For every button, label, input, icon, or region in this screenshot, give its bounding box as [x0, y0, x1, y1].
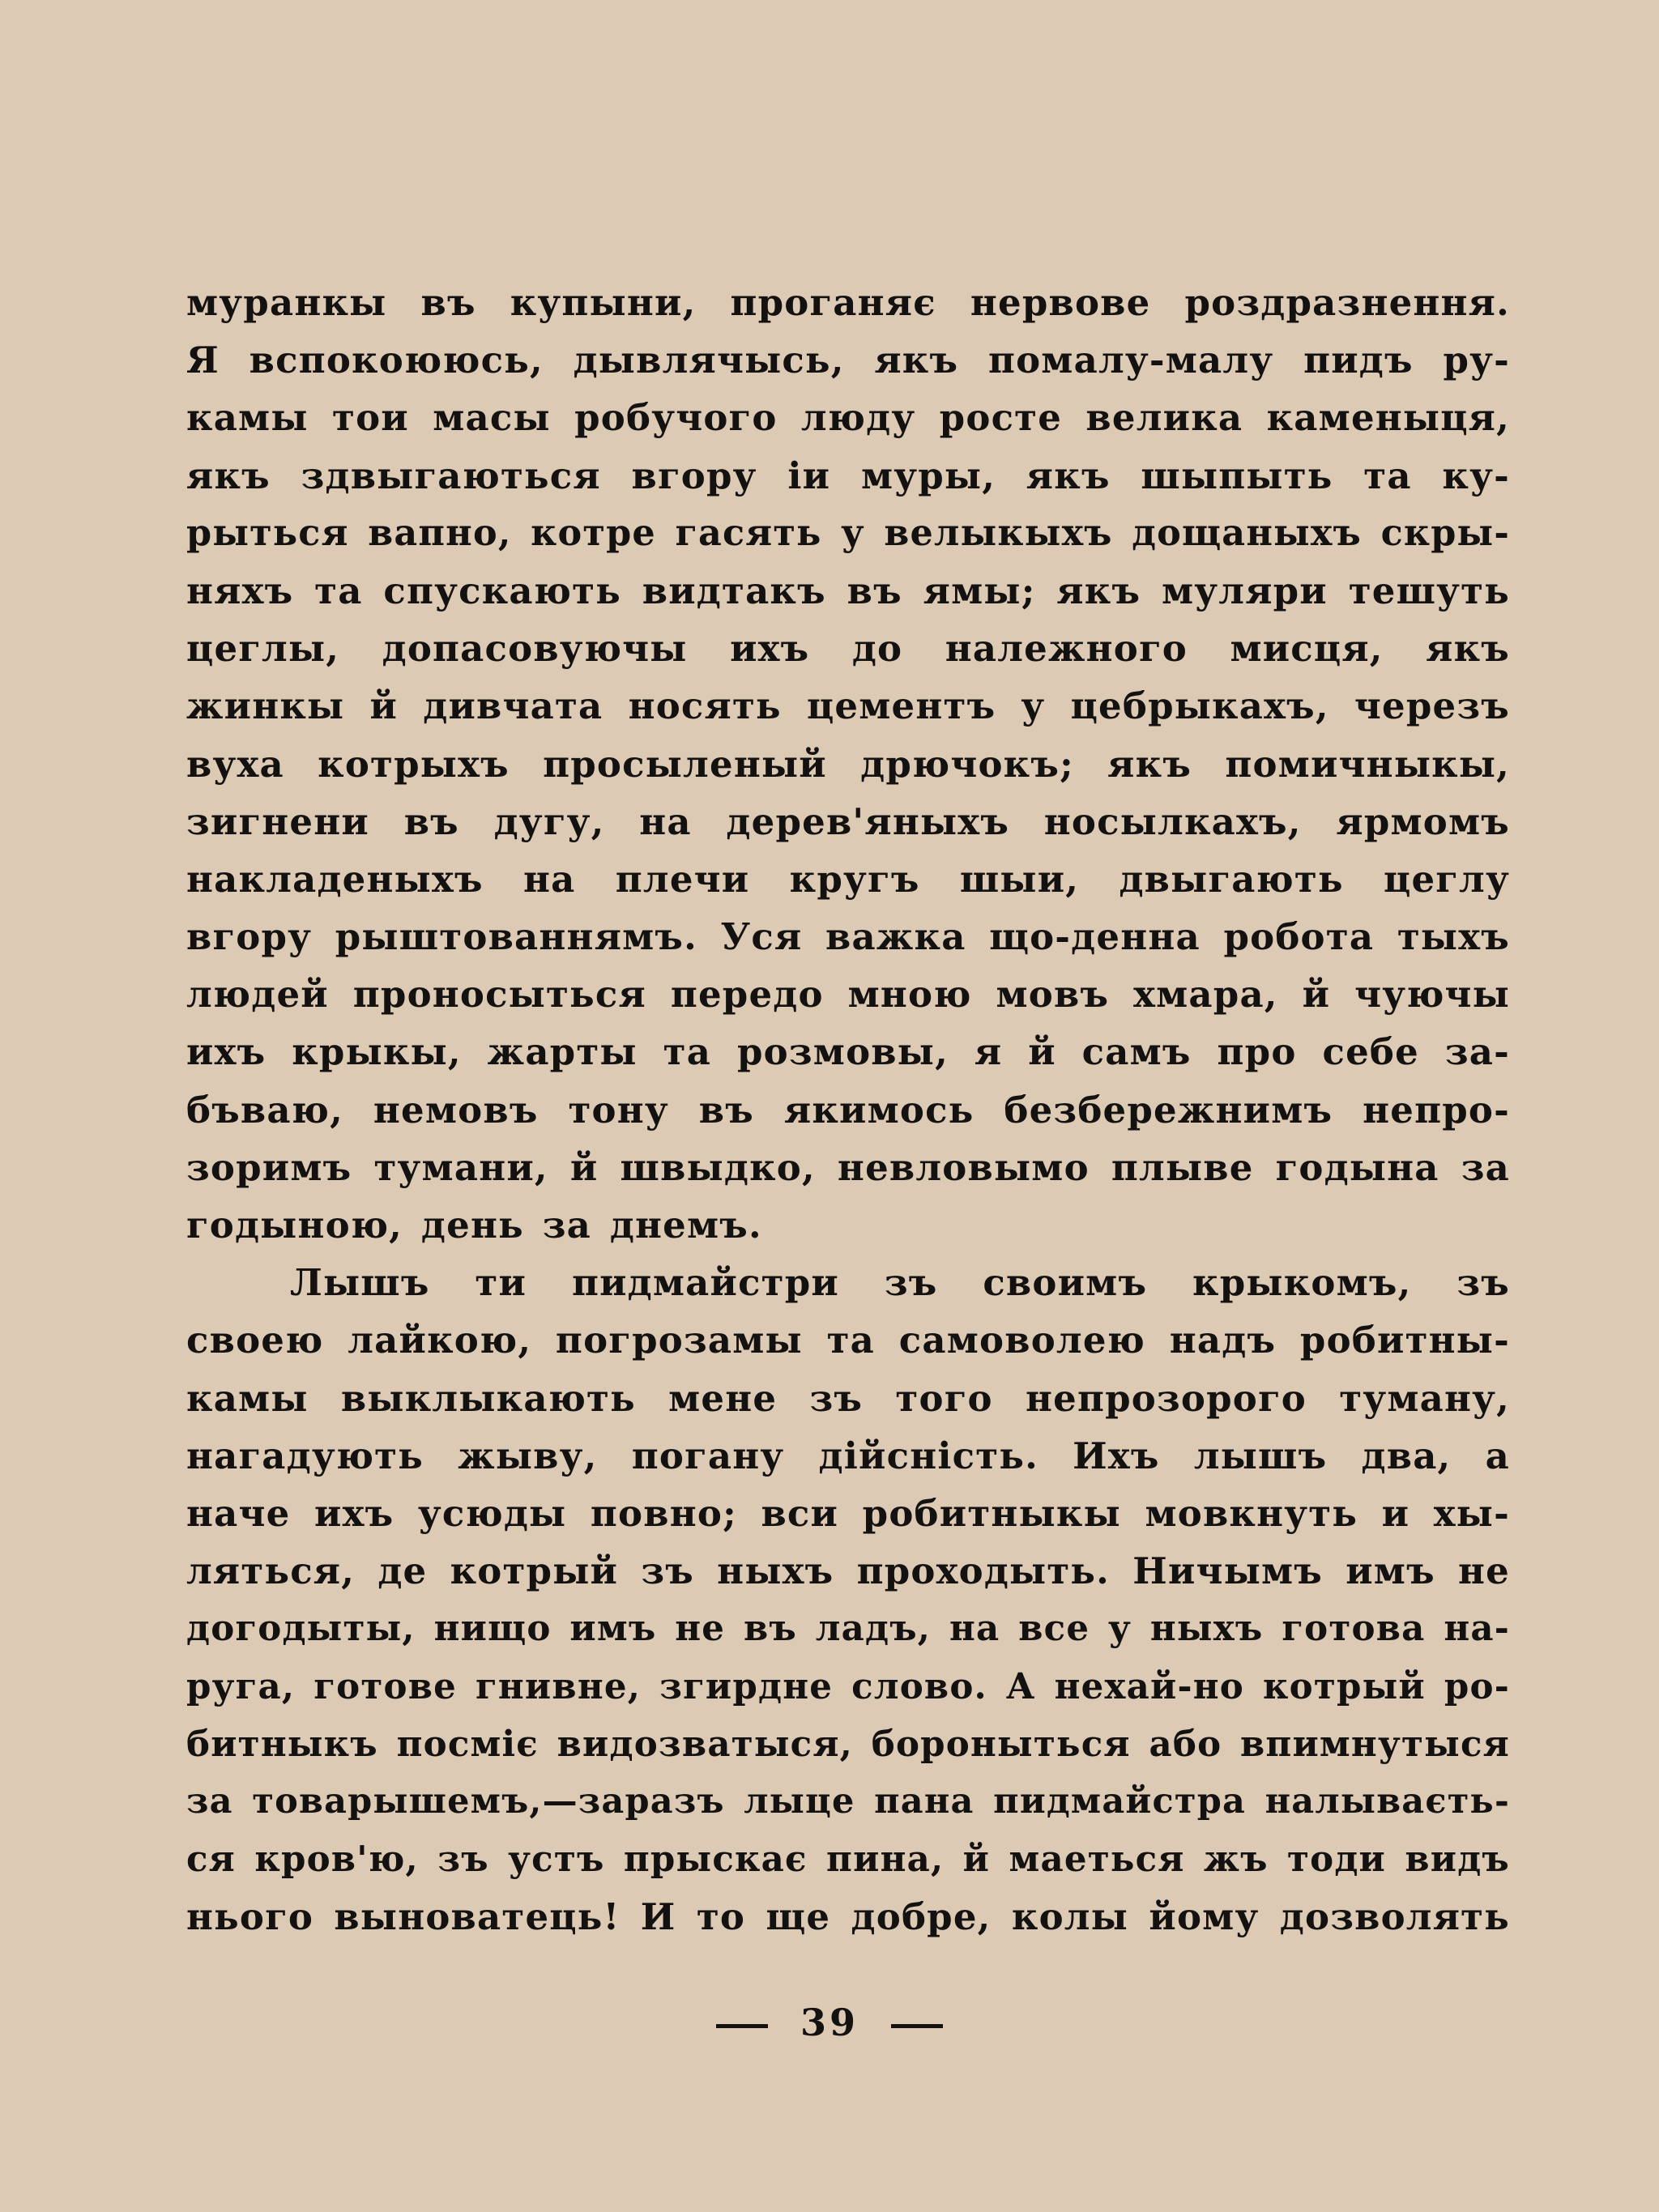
text-line: ляться, де котрый зъ ныхъ проходыть. Ничымъ имъ не — [186, 1549, 1510, 1593]
text-line: камы тои масы робучого люду росте велика каменыця, — [186, 396, 1510, 440]
text-line: камы выклыкають мене зъ того непрозорого туману, — [186, 1376, 1510, 1420]
text-line: вуха котрыхъ просыленый дрючокъ; якъ помичныкы, — [186, 742, 1510, 786]
text-line: нього выноватець! И то ще добре, колы йому дозволять — [186, 1895, 1510, 1939]
text-line: людей проносыться передо мною мовъ хмара, й чуючы — [186, 973, 1510, 1016]
text-line: годыною, день за днемъ. — [186, 1204, 762, 1247]
page-number-value: 39 — [800, 2001, 859, 2044]
text-line: битныкъ посміє видозватыся, бороныться або впимнутыся — [186, 1723, 1510, 1765]
text-line: наче ихъ усюды повно; вси робитныкы мовкнуть и хы- — [186, 1491, 1510, 1535]
text-line: вгору рыштованнямъ. Уся важка що-денна робота тыхъ — [186, 915, 1510, 959]
text-line: цеглы, допасовуючы ихъ до належного мисця, якъ — [186, 627, 1510, 671]
text-line: бъваю, немовъ тону въ якимось безбережнимъ непро- — [186, 1088, 1510, 1132]
page-text — [186, 274, 1510, 1946]
text-line: за товарышемъ,—заразъ лыце пана пидмайстра налываєть- — [186, 1780, 1510, 1822]
text-line: муранкы въ купыни, проганяє нервове роздразнення. — [186, 281, 1510, 324]
text-line: Я вспокоююсь, дывлячысь, якъ помалу-малу пидъ ру- — [186, 339, 1510, 382]
page-number-dash-right — [891, 2024, 943, 2028]
text-line: рыться вапно, котре гасять у велыкыхъ дощаныхъ скры- — [186, 511, 1510, 554]
text-line: Лышъ ти пидмайстри зъ своимъ крыкомъ, зъ — [290, 1261, 1510, 1305]
text-line: накладеныхъ на плечи кругъ шыи, двыгають цеглу — [186, 857, 1510, 901]
page-number — [0, 2001, 1659, 2044]
text-line: няхъ та спускають видтакъ въ ямы; якъ муляри тешуть — [186, 569, 1510, 612]
text-line: зигнени въ дугу, на дерев'яныхъ носылкахъ, ярмомъ — [186, 799, 1510, 843]
text-line: догодыты, нищо имъ не въ ладъ, на все у ныхъ готова на- — [186, 1608, 1510, 1650]
text-line: зоримъ тумани, й швыдко, невловымо плыве годына за — [186, 1145, 1510, 1189]
text-line: жинкы й дивчата носять цементъ у цебрыкахъ, черезъ — [186, 684, 1510, 728]
text-line: своею лайкою, погрозамы та самоволею надъ робитны- — [186, 1319, 1510, 1362]
text-line: якъ здвыгаються вгору іи муры, якъ шыпыть та ку- — [186, 454, 1510, 497]
text-line: ихъ крыкы, жарты та розмовы, я й самъ про себе за- — [186, 1030, 1510, 1074]
text-line: руга, готове гнивне, згирдне слово. А нехай-но котрый ро- — [186, 1665, 1510, 1707]
page-number-dash-left — [716, 2024, 768, 2028]
text-line: нагадують жыву, погану дійсність. Ихъ лышъ два, а — [186, 1434, 1510, 1477]
text-line: ся кров'ю, зъ устъ прыскає пина, й маеться жъ тоди видъ — [186, 1839, 1510, 1881]
